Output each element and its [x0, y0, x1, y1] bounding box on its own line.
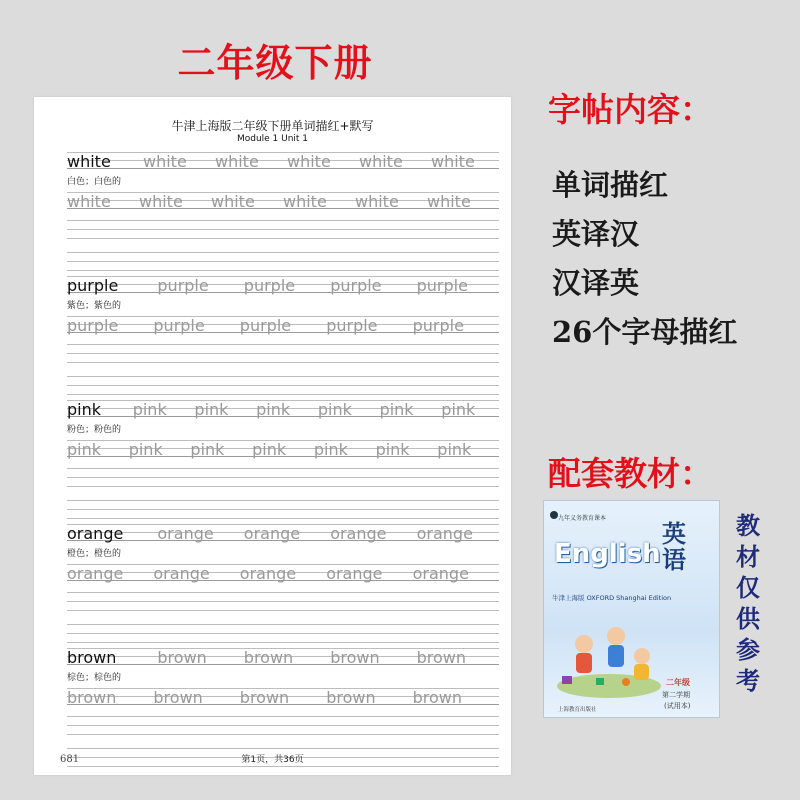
word-meaning: 紫色；紫色的: [67, 301, 122, 311]
worksheet-page: [34, 97, 511, 775]
guide-line: [67, 748, 499, 749]
tracing-word: white: [143, 152, 187, 171]
model-word: orange: [67, 524, 124, 543]
tracing-word: white: [283, 192, 327, 211]
guide-line: [67, 518, 499, 519]
guide-line: [67, 220, 499, 221]
guide-line: [67, 734, 499, 735]
guide-line: [67, 509, 499, 510]
content-item-2: 英译汉: [552, 217, 640, 251]
tracing-word: orange: [416, 524, 473, 543]
guide-line: [67, 376, 499, 377]
guide-line: [67, 344, 499, 345]
tracing-word: orange: [330, 524, 387, 543]
guide-line: [67, 624, 499, 625]
cover-grade: 二年级: [666, 678, 690, 687]
practice-row: [67, 562, 499, 584]
guide-line: [67, 385, 499, 386]
tracing-row: [67, 646, 499, 668]
contents-heading: 字帖内容：: [548, 90, 713, 129]
tracing-word: orange: [157, 524, 214, 543]
tracing-word: pink: [313, 440, 348, 459]
cover-series: 九年义务教育课本: [558, 515, 607, 522]
word-block: [34, 150, 511, 274]
tracing-word: white: [67, 192, 111, 211]
tracing-word: purple: [157, 276, 209, 295]
cover-trial: (试用本): [664, 702, 691, 710]
tracing-word: pink: [441, 400, 476, 419]
guide-line: [67, 642, 499, 643]
guide-line: [67, 261, 499, 262]
word-meaning: 白色；白色的: [67, 177, 122, 187]
guide-line: [67, 725, 499, 726]
content-item-4: 26个字母描红: [552, 315, 738, 349]
content-item-1: 单词描红: [552, 168, 669, 202]
practice-row: [67, 438, 499, 460]
practice-row: [67, 190, 499, 212]
tracing-row: [67, 522, 499, 544]
tracing-word: white: [427, 192, 471, 211]
cover-term: 第二学期: [662, 691, 690, 699]
word-meaning: 橙色；橙色的: [67, 549, 122, 559]
tracing-word: brown: [412, 688, 462, 707]
cover-edition: 牛津上海版 OXFORD Shanghai Edition: [552, 594, 672, 602]
word-block: [34, 274, 511, 398]
guide-line: [67, 477, 499, 478]
word-meaning: 棕色；棕色的: [67, 673, 122, 683]
tracing-word: purple: [67, 316, 119, 335]
tracing-word: purple: [153, 316, 205, 335]
tracing-word: pink: [190, 440, 225, 459]
guide-line: [67, 500, 499, 501]
guide-line: [67, 766, 499, 767]
guide-line: [67, 486, 499, 487]
tracing-word: brown: [153, 688, 203, 707]
tracing-word: brown: [243, 648, 294, 667]
textbook-heading: 配套教材：: [548, 454, 713, 493]
tracing-word: brown: [157, 648, 207, 667]
page-number: 681: [60, 754, 80, 765]
tracing-row: [67, 150, 499, 172]
tracing-row: [67, 274, 499, 296]
model-word: pink: [67, 400, 102, 419]
tracing-word: purple: [412, 316, 464, 335]
guide-line: [67, 238, 499, 239]
tracing-row: [67, 398, 499, 420]
tracing-word: white: [355, 192, 399, 211]
banner-title: 二年级下册: [177, 40, 373, 85]
textbook-cover: [543, 500, 720, 718]
model-word: brown: [67, 648, 117, 667]
tracing-word: pink: [67, 440, 102, 459]
tracing-word: pink: [379, 400, 414, 419]
tracing-word: orange: [412, 564, 469, 583]
tracing-word: orange: [326, 564, 383, 583]
guide-line: [67, 362, 499, 363]
tracing-word: pink: [132, 400, 167, 419]
tracing-word: orange: [67, 564, 124, 583]
tracing-word: brown: [239, 688, 290, 707]
word-block: [34, 522, 511, 646]
tracing-word: purple: [416, 276, 468, 295]
tracing-word: white: [139, 192, 183, 211]
tracing-word: pink: [128, 440, 163, 459]
cover-publisher: 上海教育出版社: [558, 707, 597, 713]
practice-row: [67, 314, 499, 336]
model-word: purple: [67, 276, 119, 295]
cover-title-cn: 英语: [662, 519, 686, 574]
practice-row: [67, 686, 499, 708]
cover-illustration: [554, 606, 664, 701]
tracing-word: white: [359, 152, 403, 171]
tracing-word: pink: [375, 440, 410, 459]
tracing-word: pink: [252, 440, 287, 459]
tracing-word: white: [287, 152, 331, 171]
tracing-word: purple: [239, 316, 292, 335]
tracing-word: pink: [256, 400, 291, 419]
content-item-3: 汉译英: [552, 266, 640, 300]
worksheet-title: 牛津上海版二年级下册单词描红+默写: [171, 119, 374, 133]
tracing-word: white: [211, 192, 255, 211]
guide-line: [67, 252, 499, 253]
guide-line: [67, 353, 499, 354]
publisher-logo-icon: [550, 511, 558, 519]
tracing-word: orange: [243, 524, 301, 543]
tracing-word: purple: [330, 276, 382, 295]
guide-line: [67, 592, 499, 593]
tracing-word: pink: [437, 440, 472, 459]
tracing-word: purple: [243, 276, 296, 295]
tracing-word: brown: [67, 688, 117, 707]
model-word: white: [67, 152, 111, 171]
textbook-note: 教材仅供参考: [736, 511, 760, 695]
guide-line: [67, 468, 499, 469]
tracing-word: purple: [326, 316, 378, 335]
guide-line: [67, 716, 499, 717]
guide-line: [67, 610, 499, 611]
page-count: 第1页，共36页: [241, 755, 304, 765]
worksheet-subtitle: Module 1 Unit 1: [236, 134, 309, 144]
tracing-word: orange: [153, 564, 210, 583]
tracing-word: white: [431, 152, 475, 171]
tracing-word: white: [215, 152, 259, 171]
cover-title-en: English: [554, 539, 661, 569]
tracing-word: brown: [330, 648, 380, 667]
guide-line: [67, 270, 499, 271]
tracing-word: brown: [326, 688, 376, 707]
guide-line: [67, 633, 499, 634]
guide-line: [67, 229, 499, 230]
guide-line: [67, 394, 499, 395]
tracing-word: pink: [194, 400, 229, 419]
tracing-word: orange: [239, 564, 297, 583]
guide-line: [67, 601, 499, 602]
tracing-word: pink: [317, 400, 352, 419]
tracing-word: brown: [416, 648, 466, 667]
word-block: [34, 398, 511, 522]
word-meaning: 粉色；粉色的: [67, 425, 122, 435]
